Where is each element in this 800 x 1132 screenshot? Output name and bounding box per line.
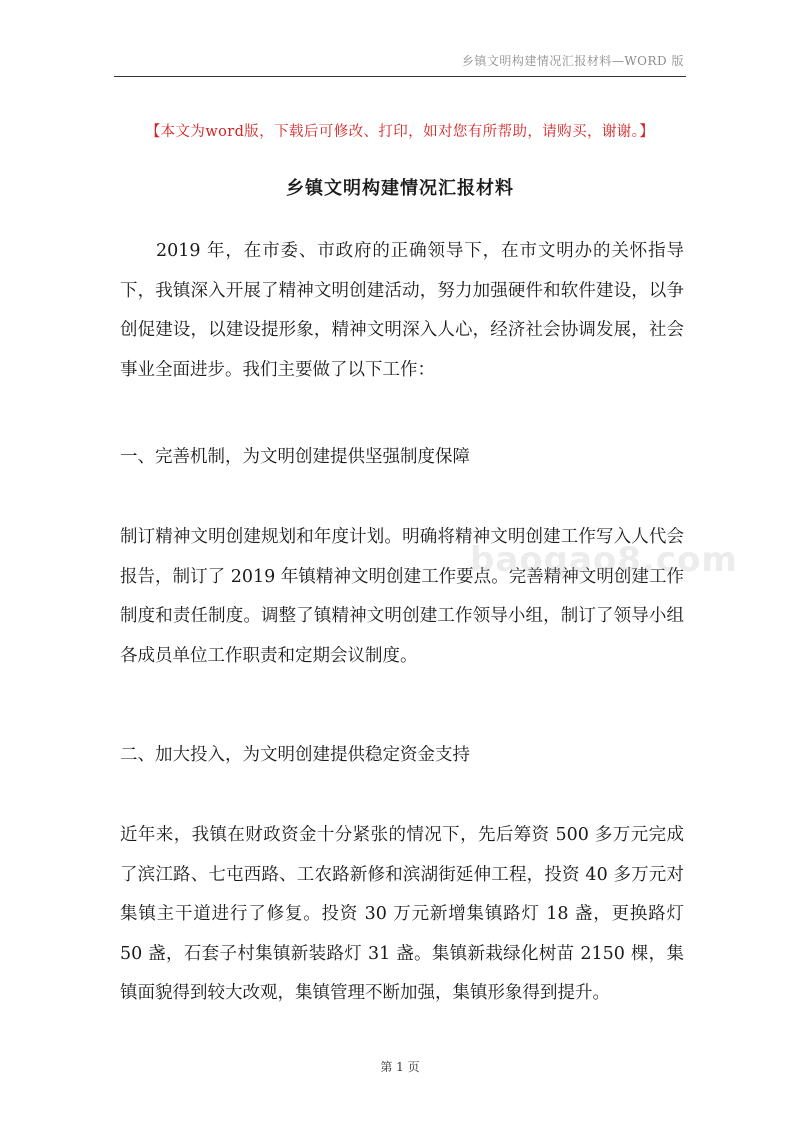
section-1-heading: 一、完善机制，为文明创建提供坚强制度保障 xyxy=(120,447,470,467)
section-2-body: 近年来，我镇在财政资金十分紧张的情况下，先后筹资 500 多万元完成了滨江路、七屯西路、工农路新修和滨湖街延伸工程，投资 40 多万元对集镇主干道进行了修复。投资 30 万元新增集镇路灯 18 盏，更换路灯 50 盏，石套子村集镇新装路灯 31 盏。集镇新栽绿化树苗 2150 棵，集镇面貌得到较大改观，集镇管理不断加强，集镇形象得到提升。 xyxy=(120,825,684,1003)
watermark: baogao8.com xyxy=(470,540,738,580)
page-number: 第 1 页 xyxy=(380,1060,420,1074)
section-1-body: 制订精神文明创建规划和年度计划。明确将精神文明创建工作写入人代会报告，制订了 2019 年镇精神文明创建工作要点。完善精神文明创建工作制度和责任制度。调整了镇精神文明创建工作领导小组，制订了领导小组各成员单位工作职责和定期会议制度。 xyxy=(120,527,684,666)
intro-paragraph: 2019 年，在市委、市政府的正确领导下，在市文明办的关怀指导下，我镇深入开展了精神文明创建活动，努力加强硬件和软件建设，以争创促建设，以建设提形象，精神文明深入人心，经济社会协调发展，社会事业全面进步。我们主要做了以下工作： xyxy=(120,241,684,380)
section-2-heading: 二、加大投入，为文明创建提供稳定资金支持 xyxy=(120,745,470,765)
running-header: 乡镇文明构建情况汇报材料—WORD 版 xyxy=(461,54,684,68)
purchase-notice: 【本文为word版，下载后可修改、打印，如对您有所帮助，请购买，谢谢。】 xyxy=(145,124,655,140)
header-divider xyxy=(114,76,686,77)
document-title: 乡镇文明构建情况汇报材料 xyxy=(286,178,514,199)
